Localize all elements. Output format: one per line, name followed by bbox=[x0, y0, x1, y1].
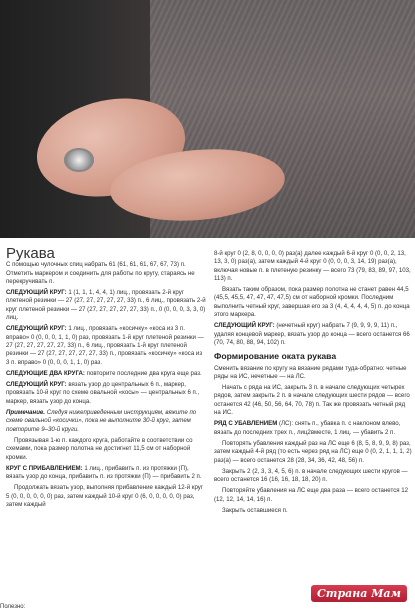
section-title: Рукава bbox=[6, 245, 55, 262]
paragraph-text: Следуя нижеприведенным инструкциям, вяжите по схеме овальной «косички», пока не выполните 30-й круг, затем повторите 9–30-й круги. bbox=[6, 409, 197, 433]
paragraph bbox=[6, 370, 207, 378]
instruction-label: СЛЕДУЮЩИЕ ДВА КРУГА: bbox=[6, 369, 87, 377]
instruction-label: СЛЕДУЮЩИЙ КРУГ: bbox=[6, 325, 69, 333]
paragraph bbox=[214, 286, 412, 319]
knitting-photo bbox=[0, 0, 415, 238]
paragraph-text: 1 (1, 1, 1, 4, 4, 1) лиц., провязать 2-й круг плетеной резинки — 27 (27, 27, 27, 27, 27, 33) п., 6 лиц., провязать 2-й круг плетеной резинки — 27 (27, 27, 27, 27, 27, 33) п., 0 (0, 0, 0, 3, 3, 0) лиц. bbox=[6, 289, 206, 322]
paragraph bbox=[214, 420, 412, 437]
paragraph bbox=[214, 507, 412, 515]
paragraph-text: Повторяйте убавления на ЛС еще два раза — всего останется 12 (12, 12, 14, 14, 16) п. bbox=[214, 487, 409, 503]
paragraph bbox=[214, 322, 412, 347]
paragraph-text: Вязать таким образом, пока размер полотна не станет равен 44,5 (45,5, 45,5, 47, 47, 47, 47,5) см от наборной кромки. Последним выполнить четный круг, завершая его за 3 (4, 4, 4, 4, 4, 5) п. до конца этого маркера. bbox=[214, 286, 410, 319]
paragraph bbox=[6, 437, 207, 462]
paragraph bbox=[214, 440, 412, 465]
ring bbox=[64, 148, 94, 172]
footer-text: Полезно: bbox=[0, 604, 26, 610]
paragraph-text: (ЛС): снять п., убавка п. с наклоном влево, вязать до последних трех п., лиц2вместе, 1 лиц. — убавить 2 п. bbox=[214, 420, 401, 436]
paragraph-text: (нечетный круг) набрать 7 (9, 9, 9, 9, 11) п., удаляя концевой маркер, вязать узор до конца — всего останется 66 (70, 74, 80, 88, 94, 102) п. bbox=[214, 322, 410, 346]
paragraph bbox=[214, 384, 412, 417]
instruction-label: Примечание. bbox=[6, 409, 47, 417]
paragraph-text: Продолжать вязать узор, выполняя прибавление каждый 12-й круг 5 (0, 0, 0, 0, 0, 0) раз, затем каждый 10-й круг 0 (6, 0, 0, 0, 0, 0) раз, затем каждый bbox=[6, 484, 204, 509]
instruction-label: КРУГ С ПРИБАВЛЕНИЕМ: bbox=[6, 464, 85, 472]
instruction-label: СЛЕДУЮЩИЙ КРУГ: bbox=[6, 289, 69, 297]
instruction-label: СЛЕДУЮЩИЙ КРУГ: bbox=[214, 322, 277, 330]
paragraph bbox=[214, 365, 412, 382]
paragraph-text: 8-й круг 0 (2, 8, 0, 0, 0, 0) раз(а) далее каждый 6-й круг 0 (0, 0, 2, 13, 13, 3, 0) раз(а), затем каждый 4-й круг 0 (0, 0, 0, 3, 14, 19) раз(а), включая новые п. в плетеную резинку — всего 73 (79, 83, 89, 97, 103, 113) п. bbox=[214, 250, 411, 282]
paragraph bbox=[6, 261, 207, 286]
paragraph bbox=[6, 289, 207, 322]
paragraph-text: Провязывая 1-ю п. каждого круга, работайте в соответствии со схемами, пока размер полотна не достигнет 11,5 см от наборной кромки. bbox=[6, 436, 193, 461]
instruction-label: РЯД С УБАВЛЕНИЕМ bbox=[214, 420, 279, 428]
paragraph bbox=[214, 468, 412, 485]
subheading: Формирование оката рукава bbox=[214, 351, 337, 362]
paragraph-text: С помощью чулочных спиц набрать 61 (61, 61, 61, 67, 67, 73) п. Отметить маркером и соединить для работы по кругу, стараясь не перекручивать п. bbox=[6, 261, 195, 285]
instruction-label: СЛЕДУЮЩИЙ КРУГ: bbox=[6, 381, 69, 389]
paragraph bbox=[6, 484, 207, 509]
right-column bbox=[214, 250, 412, 518]
paragraph bbox=[214, 487, 412, 504]
paragraph-text: Закрыть 2 (2, 3, 3, 4, 5, 6) п. в начале следующих шести кругов — всего останется 16 (16, 16, 18, 18, 20) п. bbox=[214, 467, 408, 484]
paragraph bbox=[6, 409, 207, 434]
paragraph-text: повторите последние два круга еще раз. bbox=[86, 369, 202, 377]
right-body-2 bbox=[214, 365, 412, 516]
paragraph bbox=[214, 250, 412, 283]
paragraph-text: Закрыть оставшиеся п. bbox=[222, 507, 288, 515]
paragraph bbox=[6, 325, 207, 366]
paragraph bbox=[6, 465, 207, 482]
paragraph-text: Повторять убавления каждый раз на ЛС еще 6 (8, 5, 8, 9, 9, 8) раз, затем каждый 4-й ряд (то есть через ряд на ЛС) еще 0 (0, 2, 1, 1, 1, 2) раз(а) — всего останется 28 (28, 34, 36, 42, 48, 56) п. bbox=[214, 439, 412, 464]
left-body bbox=[6, 261, 207, 509]
watermark-logo: Страна Мам bbox=[311, 585, 407, 602]
paragraph bbox=[6, 381, 207, 406]
paragraph-text: вязать узор до центральных 6 п., маркер, провязать 10-й круг по схеме овальной «косы» — центральных 6 п., маркер, вязать узор до конца. bbox=[6, 381, 200, 405]
left-column bbox=[6, 245, 207, 512]
paragraph-text: 1 лиц., прибавить п. из протяжки (П), вязать узор до конца, прибавить п. из протяжки (П) — прибавить 2 п. bbox=[6, 464, 202, 481]
paragraph-text: 1 лиц., провязать «косичку» «коса из 3 п. вправо» 0 (0, 0, 0, 1, 1, 0) раз, провязать 1-й круг плетеной резинки — 27 (27, 27, 27, 27, 27, 33) п., 6 лиц., провязать 1-й круг плетеной резинки — 27 (27, 27, 27, 27, 27, 33) п., провязать «косичку» «коса из 3 п. вправо» 0 (0, 0, 0, 1, 1, 0) раз. bbox=[6, 325, 204, 366]
right-body-1 bbox=[214, 250, 412, 347]
paragraph-text: Начать с ряда на ИС, закрыть 3 п. в начале следующих четырех рядов, затем закрыть 2 п. в начале следующих шести рядов — всего останется 42 (46, 50, 56, 64, 70, 78) п. Так же провязать четный ряд на ИС. bbox=[214, 384, 410, 417]
paragraph-text: Сменить вязание по кругу на вязание рядами туда-обратно: четные ряды на ИС, нечетные — на ЛС. bbox=[214, 364, 407, 380]
